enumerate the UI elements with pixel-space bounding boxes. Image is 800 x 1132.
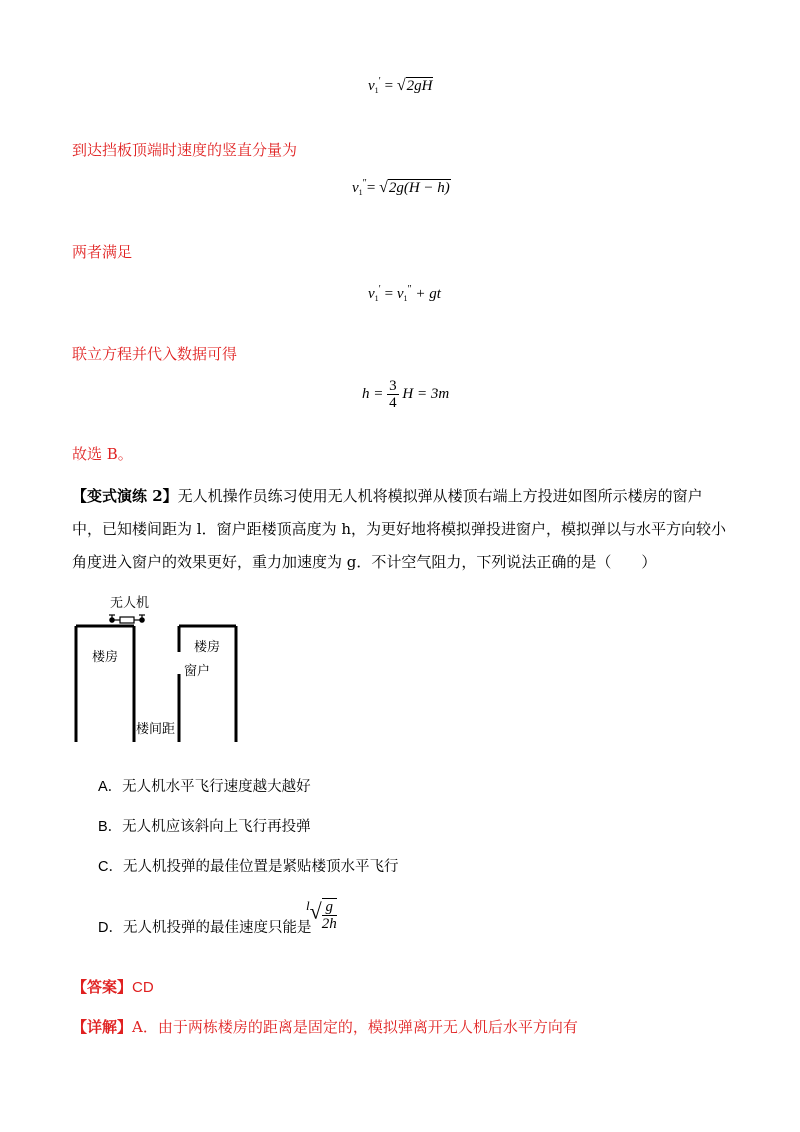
option-c: C．无人机投弹的最佳位置是紧贴楼顶水平飞行 xyxy=(98,859,399,875)
text-choose-b: 故选 B。 xyxy=(72,445,133,463)
detail-line: 【详解】A．由于两栋楼房的距离是固定的，模拟弹离开无人机后水平方向有 xyxy=(72,1018,578,1036)
question-text: 无人机操作员练习使用无人机将模拟弹从楼顶右端上方投进如图所示楼房的窗户中，已知楼间距为 l．窗户距楼顶高度为 h，为更好地将模拟弹投进窗户，模拟弹以与水平方向较小角度进入窗户的效果更好，重力加速度为 g．不计空气阻力，下列说法正确的是（ ） xyxy=(72,487,726,571)
equation-1: $v_1' = √2gH$ xyxy=(368,76,433,95)
option-d: D．无人机投弹的最佳速度只能是 xyxy=(98,920,312,936)
option-b: B．无人机应该斜向上飞行再投弹 xyxy=(98,819,311,835)
drone-label: 无人机 xyxy=(110,596,150,611)
question-tag: 【变式演练 2】 xyxy=(72,487,178,505)
window-label: 窗户 xyxy=(184,664,211,679)
answer-line: 【答案】CD xyxy=(72,978,154,996)
gap-label: 楼间距 xyxy=(136,722,176,737)
left-building-outline xyxy=(76,626,134,742)
text-vertical-component: 到达挡板顶端时速度的竖直分量为 xyxy=(72,141,298,159)
equation-3: $v_1' = v_1''$ + gt xyxy=(368,284,441,303)
equation-4: h = $\frac{3}{4}$ H = 3m xyxy=(362,378,450,411)
drone-icon xyxy=(109,615,145,623)
option-d-formula: l√ $\frac{g}{2h}$ xyxy=(306,898,337,932)
left-building-label: 楼房 xyxy=(92,650,119,665)
text-both-satisfy: 两者满足 xyxy=(72,243,133,261)
text-solve: 联立方程并代入数据可得 xyxy=(72,345,238,363)
building-figure xyxy=(70,590,250,750)
equation-2: $v_1''= √2g(H - h)$ xyxy=(352,178,450,197)
option-a: A．无人机水平飞行速度越大越好 xyxy=(98,779,311,795)
right-building-label: 楼房 xyxy=(194,640,221,655)
question-paragraph xyxy=(72,480,732,579)
